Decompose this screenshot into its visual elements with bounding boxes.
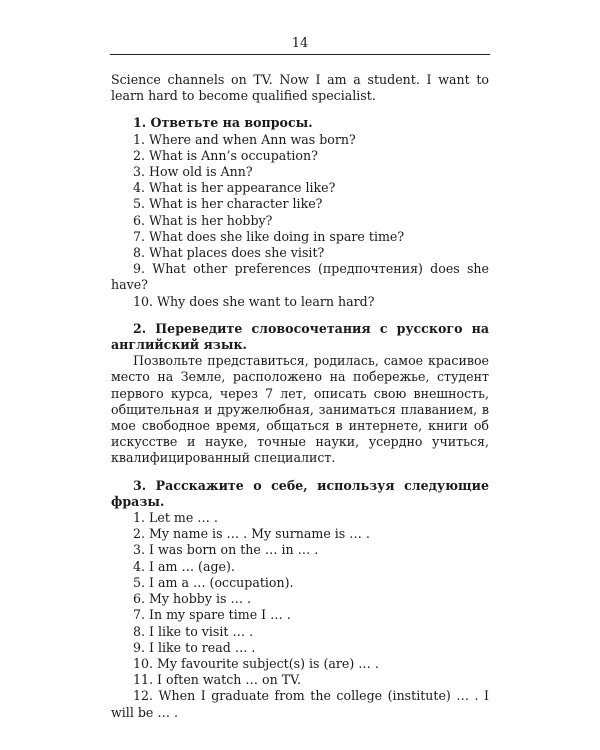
list-item: 7. In my spare time I … . [133,607,291,623]
section-about-yourself [111,478,489,721]
list-item: 10. Why does she want to learn hard? [133,293,375,309]
list-item: 9. What other preferences (предпочтения) does she have? [111,261,489,293]
list-item: 11. I often watch … on TV. [133,672,301,688]
list-item: 10. My favourite subject(s) is (are) … . [133,655,379,671]
list-item: 5. I am a … (occupation). [133,574,294,590]
section-heading: 2. Переведите словосочетания с русского на английский язык. [111,320,489,353]
list-item: 12. When I graduate from the college (institute) … . I will be … . [111,688,489,720]
list-item: 3. I was born on the … in … . [133,542,319,558]
list-item: 6. What is her hobby? [133,212,273,228]
list-item: 7. What does she like doing in spare time? [133,228,405,244]
section-translate [111,321,489,467]
list-item: 5. What is her character like? [133,196,323,212]
section-heading: 1. Ответьте на вопросы. [133,115,313,131]
list-item: 9. I like to read … . [133,639,256,655]
intro-text: Science channels on TV. Now I am a student. I want to learn hard to become qualified specialist. [111,72,489,104]
list-item: 2. What is Ann’s occupation? [133,147,318,163]
list-item: 3. How old is Ann? [133,164,253,180]
translate-paragraph: Позвольте представиться, родилась, самое красивое место на Земле, расположено на побережье, студент первого курса, через 7 лет, описать свою внешность, общительная и дружелюбная, заниматься плаванием, в мое свободное время, общаться в интернете, книги об искусстве и науке, точные науки, усердно учиться, квалифицированный специалист. [111,353,489,466]
section-heading: 3. Расскажите о себе, используя следующие фразы. [111,477,489,509]
list-item: 4. What is her appearance like? [133,180,336,196]
list-item: 2. My name is … . My surname is … . [133,526,370,542]
page-content [111,72,489,721]
header-rule [110,54,490,55]
list-item: 6. My hobby is … . [133,591,252,607]
section-questions [111,115,489,309]
list-item: 8. I like to visit … . [133,623,254,639]
list-item: 4. I am … (age). [133,558,235,574]
page-number: 14 [291,36,309,51]
list-item: 1. Let me … . [133,510,218,526]
list-item: 1. Where and when Ann was born? [133,131,356,147]
list-item: 8. What places does she visit? [133,245,325,261]
